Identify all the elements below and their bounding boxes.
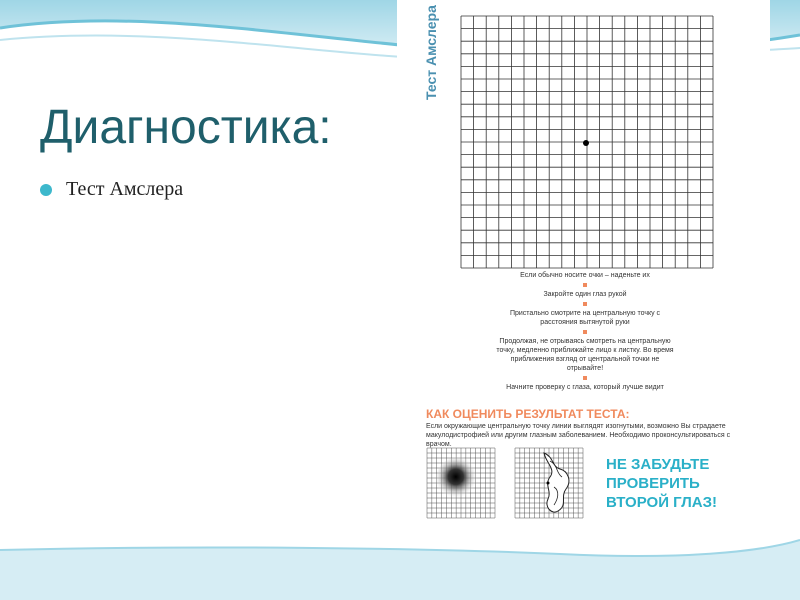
distorted-grid-example-2 [514, 447, 584, 519]
amsler-grid [460, 15, 714, 270]
bullet-dot-icon [40, 184, 52, 196]
slide-title: Диагностика: [40, 101, 332, 154]
reminder-text: НЕ ЗАБУДЬТЕ ПРОВЕРИТЬ ВТОРОЙ ГЛАЗ! [606, 456, 718, 511]
instruction-step: Пристально смотрите на центральную точку с расстояния вытянутой руки [509, 310, 661, 326]
instruction-step: Если обычно носите очки – наденьте их [520, 272, 650, 279]
result-heading: КАК ОЦЕНИТЬ РЕЗУЛЬТАТ ТЕСТА: [426, 407, 630, 421]
distorted-grid-example-1 [426, 447, 496, 519]
instruction-step: Закройте один глаз рукой [543, 291, 627, 298]
bottom-wave-decoration [0, 520, 800, 600]
step-separator-icon [583, 330, 587, 334]
step-separator-icon [583, 283, 587, 287]
bullet-label: Тест Амслера [66, 178, 184, 200]
instruction-step: Начните проверку с глаза, который лучше видит [506, 384, 664, 391]
step-separator-icon [583, 302, 587, 306]
distortion-blot [436, 457, 480, 501]
result-text: Если окружающие центральную точку линии выглядят изогнутыми, возможно Вы страдаете макулодистрофией или другим глазным заболеванием. Необходимо проконсультироваться с врачом. [426, 423, 731, 448]
instructions [495, 271, 675, 392]
center-dot [583, 140, 589, 146]
center-dot [547, 482, 550, 485]
step-separator-icon [583, 376, 587, 380]
bullet-list [40, 178, 183, 201]
bullet-item [40, 178, 183, 201]
instruction-step: Продолжая, не отрываясь смотреть на центральную точку, медленно приближайте лицо к листку. Во время приближения взгляд от центральной точки не отрывайте! [496, 338, 674, 372]
amsler-vertical-title: Тест Амслера [423, 5, 439, 100]
